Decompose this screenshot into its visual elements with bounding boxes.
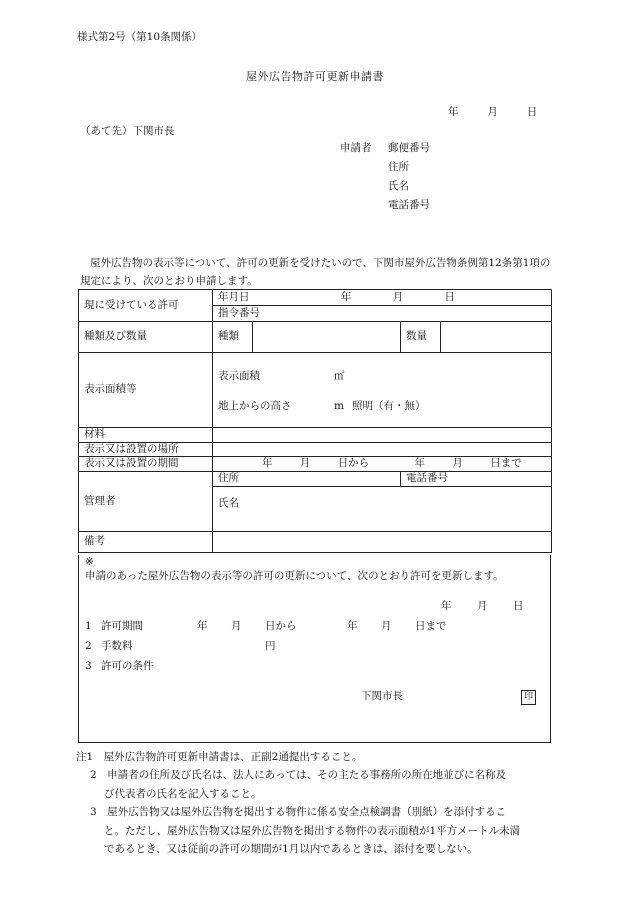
- office-use-mark: ※: [85, 556, 94, 568]
- permit-date-year: 年: [340, 290, 352, 303]
- decision-day: 日: [513, 600, 524, 612]
- permit-period-until: 日まで: [415, 620, 447, 632]
- permit-period-until-year: 年: [347, 620, 358, 632]
- period-label: 表示又は設置の期間: [79, 457, 213, 472]
- conditions-label: 許可の条件: [101, 660, 154, 672]
- item1-number: 1: [85, 620, 92, 632]
- type-label: 種類: [213, 322, 253, 353]
- date-day: 日: [526, 106, 538, 118]
- yen-unit: 円: [265, 640, 276, 652]
- type-qty-label: 種類及び数量: [79, 322, 213, 353]
- permit-date-day: 日: [444, 290, 456, 303]
- note-3-line1: 3 屋外広告物又は屋外広告物を掲出する物件に係る安全点検調書（別紙）を添付するこ: [90, 806, 507, 819]
- office-use-section: [78, 555, 551, 743]
- square-meter-unit: ㎡: [334, 370, 345, 382]
- permit-date-month: 月: [392, 290, 404, 303]
- permit-period-from-month: 月: [231, 620, 242, 632]
- applicant-address-field[interactable]: 住所: [388, 161, 409, 173]
- display-area-field[interactable]: [213, 353, 552, 428]
- height-label: 地上からの高さ: [218, 399, 292, 412]
- recipient: （あて先）下関市長: [80, 125, 175, 137]
- manager-name-field[interactable]: 氏名: [213, 486, 552, 531]
- period-field[interactable]: [213, 457, 552, 472]
- item3-number: 3: [85, 660, 92, 672]
- permit-period-from-year: 年: [197, 620, 208, 632]
- directive-no-field[interactable]: 指令番号: [213, 306, 552, 322]
- type-field[interactable]: [253, 322, 401, 353]
- mayor-signature: 下関市長: [361, 690, 403, 702]
- decision-date: [441, 600, 524, 614]
- lighting-label: 照明（有・無）: [351, 399, 426, 412]
- period-from-day: 日から: [337, 457, 370, 470]
- permit-period-row: [85, 620, 447, 634]
- note-3-line2: と。ただし、屋外広告物又は屋外広告物を掲出する物件の表示面積が1平方メートル未満: [104, 824, 521, 837]
- applicant-phone-field[interactable]: 電話番号: [388, 199, 430, 211]
- intro-paragraph: 屋外広告物の表示等について、許可の更新を受けたいので、下関市屋外広告物条例第12条第1項の規定により、次のとおり申請します。: [80, 257, 551, 288]
- form-number: 様式第2号（第10条関係）: [77, 31, 203, 43]
- application-date: [448, 106, 537, 120]
- item2-number: 2: [85, 640, 92, 652]
- period-until-month: 月: [452, 457, 463, 470]
- permit-period-from: 日から: [265, 620, 297, 632]
- seal-icon: 印: [521, 690, 536, 705]
- renewal-statement: 申請のあった屋外広告物の表示等の許可の更新について、次のとおり許可を更新します。: [85, 570, 504, 582]
- decision-month: 月: [477, 600, 488, 612]
- manager-address-field[interactable]: 住所: [213, 471, 401, 486]
- period-from-year: 年: [262, 457, 273, 470]
- applicant-name-field[interactable]: 氏名: [388, 180, 409, 192]
- date-year: 年: [448, 106, 459, 118]
- material-field[interactable]: [213, 428, 552, 443]
- application-table: [78, 289, 552, 553]
- applicant-postal-field[interactable]: 郵便番号: [388, 142, 430, 154]
- qty-label: 数量: [401, 322, 441, 353]
- fee-label: 手数料: [101, 640, 133, 652]
- material-label: 材料: [79, 428, 213, 443]
- note-2-line2: び代表者の氏名を記入すること。: [104, 787, 262, 800]
- display-area-etc-label: 表示面積等: [79, 353, 213, 428]
- decision-year: 年: [441, 600, 452, 612]
- fee-row: [85, 640, 276, 654]
- display-area-label: 表示面積: [218, 370, 260, 382]
- notes-section: [76, 748, 556, 858]
- meter-unit: m: [334, 399, 344, 412]
- period-until-day: 日まで: [490, 457, 522, 470]
- permit-date-field[interactable]: [213, 290, 552, 306]
- permit-period-until-month: 月: [381, 620, 392, 632]
- remarks-field[interactable]: [213, 531, 552, 552]
- location-label: 表示又は設置の場所: [79, 442, 213, 457]
- remarks-label: 備考: [79, 531, 213, 552]
- note-2-line1: 2 申請者の住所及び氏名は、法人にあっては、その主たる事務所の所在地並びに名称及: [90, 769, 507, 782]
- note-1: 注1 屋外広告物許可更新申請書は、正副2通提出すること。: [76, 751, 363, 763]
- manager-label: 管理者: [79, 471, 213, 531]
- date-month: 月: [487, 106, 498, 118]
- manager-phone-field[interactable]: 電話番号: [401, 471, 552, 486]
- current-permit-label: 現に受けている許可: [79, 290, 213, 322]
- note-3-line3: であるとき、又は従前の許可の期間が1月以内であるときは、添付を要しない。: [104, 842, 478, 855]
- conditions-row: [85, 660, 154, 674]
- permit-period-label: 許可期間: [101, 620, 143, 632]
- page-title: 屋外広告物許可更新申請書: [246, 70, 384, 83]
- permit-date-label: 年月日: [218, 290, 250, 303]
- location-field[interactable]: [213, 442, 552, 457]
- qty-field[interactable]: [441, 322, 552, 353]
- period-from-month: 月: [299, 457, 311, 470]
- applicant-label: 申請者: [340, 142, 372, 154]
- period-until-year: 年: [414, 457, 426, 470]
